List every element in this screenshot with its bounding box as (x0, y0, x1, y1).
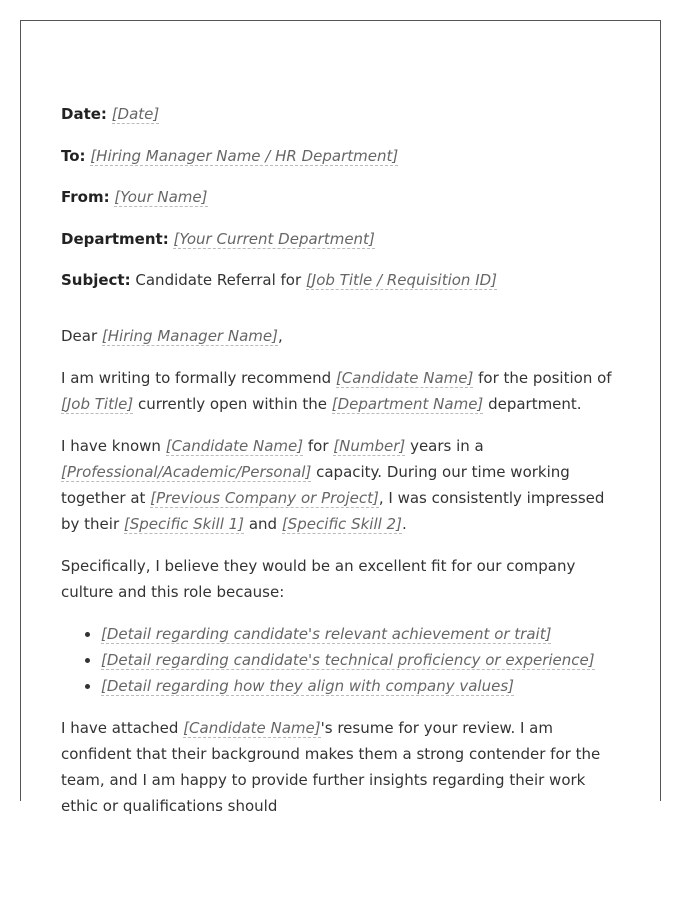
to-label: To: (61, 146, 86, 165)
para2-candidate-placeholder[interactable]: [Candidate Name] (165, 436, 304, 455)
para2-text-4: capacity. During our time working together at (61, 462, 570, 507)
para2-text-2: for (307, 436, 329, 455)
subject-line (61, 267, 626, 293)
letter-content (61, 101, 626, 835)
para2-company-placeholder[interactable]: [Previous Company or Project] (150, 488, 379, 507)
salutation-name-placeholder[interactable]: [Hiring Manager Name] (101, 326, 278, 345)
bullet-values-placeholder[interactable]: [Detail regarding how they align with company values] (101, 676, 515, 695)
to-line (61, 143, 626, 169)
para1-candidate-placeholder[interactable]: [Candidate Name] (335, 368, 474, 387)
department-line (61, 226, 626, 252)
department-placeholder[interactable]: [Your Current Department] (173, 229, 375, 248)
para2-skill1-placeholder[interactable]: [Specific Skill 1] (123, 514, 245, 533)
to-placeholder[interactable]: [Hiring Manager Name / HR Department] (90, 146, 399, 165)
list-item (101, 673, 626, 699)
para2-number-placeholder[interactable]: [Number] (333, 436, 406, 455)
para1-text-1: I am writing to formally recommend (61, 368, 332, 387)
para1-text-2: for the position of (478, 368, 612, 387)
para2-text-5: , I was consistently impressed by their (61, 488, 605, 533)
para4-candidate-placeholder[interactable]: [Candidate Name] (183, 718, 321, 737)
salutation (61, 323, 626, 349)
para1-department-placeholder[interactable]: [Department Name] (331, 394, 484, 413)
para1-job-title-placeholder[interactable]: [Job Title] (61, 394, 134, 413)
department-label: Department: (61, 229, 169, 248)
paragraph-relationship (61, 433, 626, 537)
subject-label: Subject: (61, 271, 131, 289)
date-line (61, 101, 626, 127)
paragraph-recommendation (61, 365, 626, 417)
from-label: From: (61, 188, 110, 206)
list-item (101, 621, 626, 647)
date-label: Date: (61, 105, 107, 123)
para4-text-2: 's resume for your review. I am confident that their background makes them a strong contender for the team, and I am happy to provide further insights regarding their work ethic or qualifications should (61, 718, 601, 815)
paragraph-closing (61, 715, 626, 819)
salutation-suffix: , (277, 326, 283, 345)
paragraph-fit: Specifically, I believe they would be an excellent fit for our company culture and this role because: (61, 556, 576, 601)
para2-text-7: . (401, 514, 407, 533)
para2-text-6: and (248, 514, 278, 533)
para2-capacity-placeholder[interactable]: [Professional/Academic/Personal] (61, 462, 312, 481)
list-item (101, 647, 626, 673)
para2-skill2-placeholder[interactable]: [Specific Skill 2] (281, 514, 402, 533)
para2-text-3: years in a (410, 436, 484, 455)
salutation-prefix: Dear (61, 326, 98, 345)
subject-placeholder[interactable]: [Job Title / Requisition ID] (305, 271, 498, 289)
reasons-list (61, 621, 626, 699)
para2-text-1: I have known (61, 436, 161, 455)
para1-text-4: department. (488, 394, 582, 413)
bullet-achievement-placeholder[interactable]: [Detail regarding candidate's relevant achievement or trait] (101, 624, 552, 643)
letter-page (20, 20, 661, 815)
from-placeholder[interactable]: [Your Name] (114, 188, 208, 206)
para4-text-1: I have attached (61, 718, 179, 737)
bullet-technical-placeholder[interactable]: [Detail regarding candidate's technical proficiency or experience] (101, 650, 595, 669)
from-line (61, 184, 626, 210)
date-placeholder[interactable]: [Date] (111, 105, 160, 123)
subject-text: Candidate Referral for (135, 271, 302, 289)
header-gap (61, 309, 626, 323)
para1-text-3: currently open within the (137, 394, 327, 413)
